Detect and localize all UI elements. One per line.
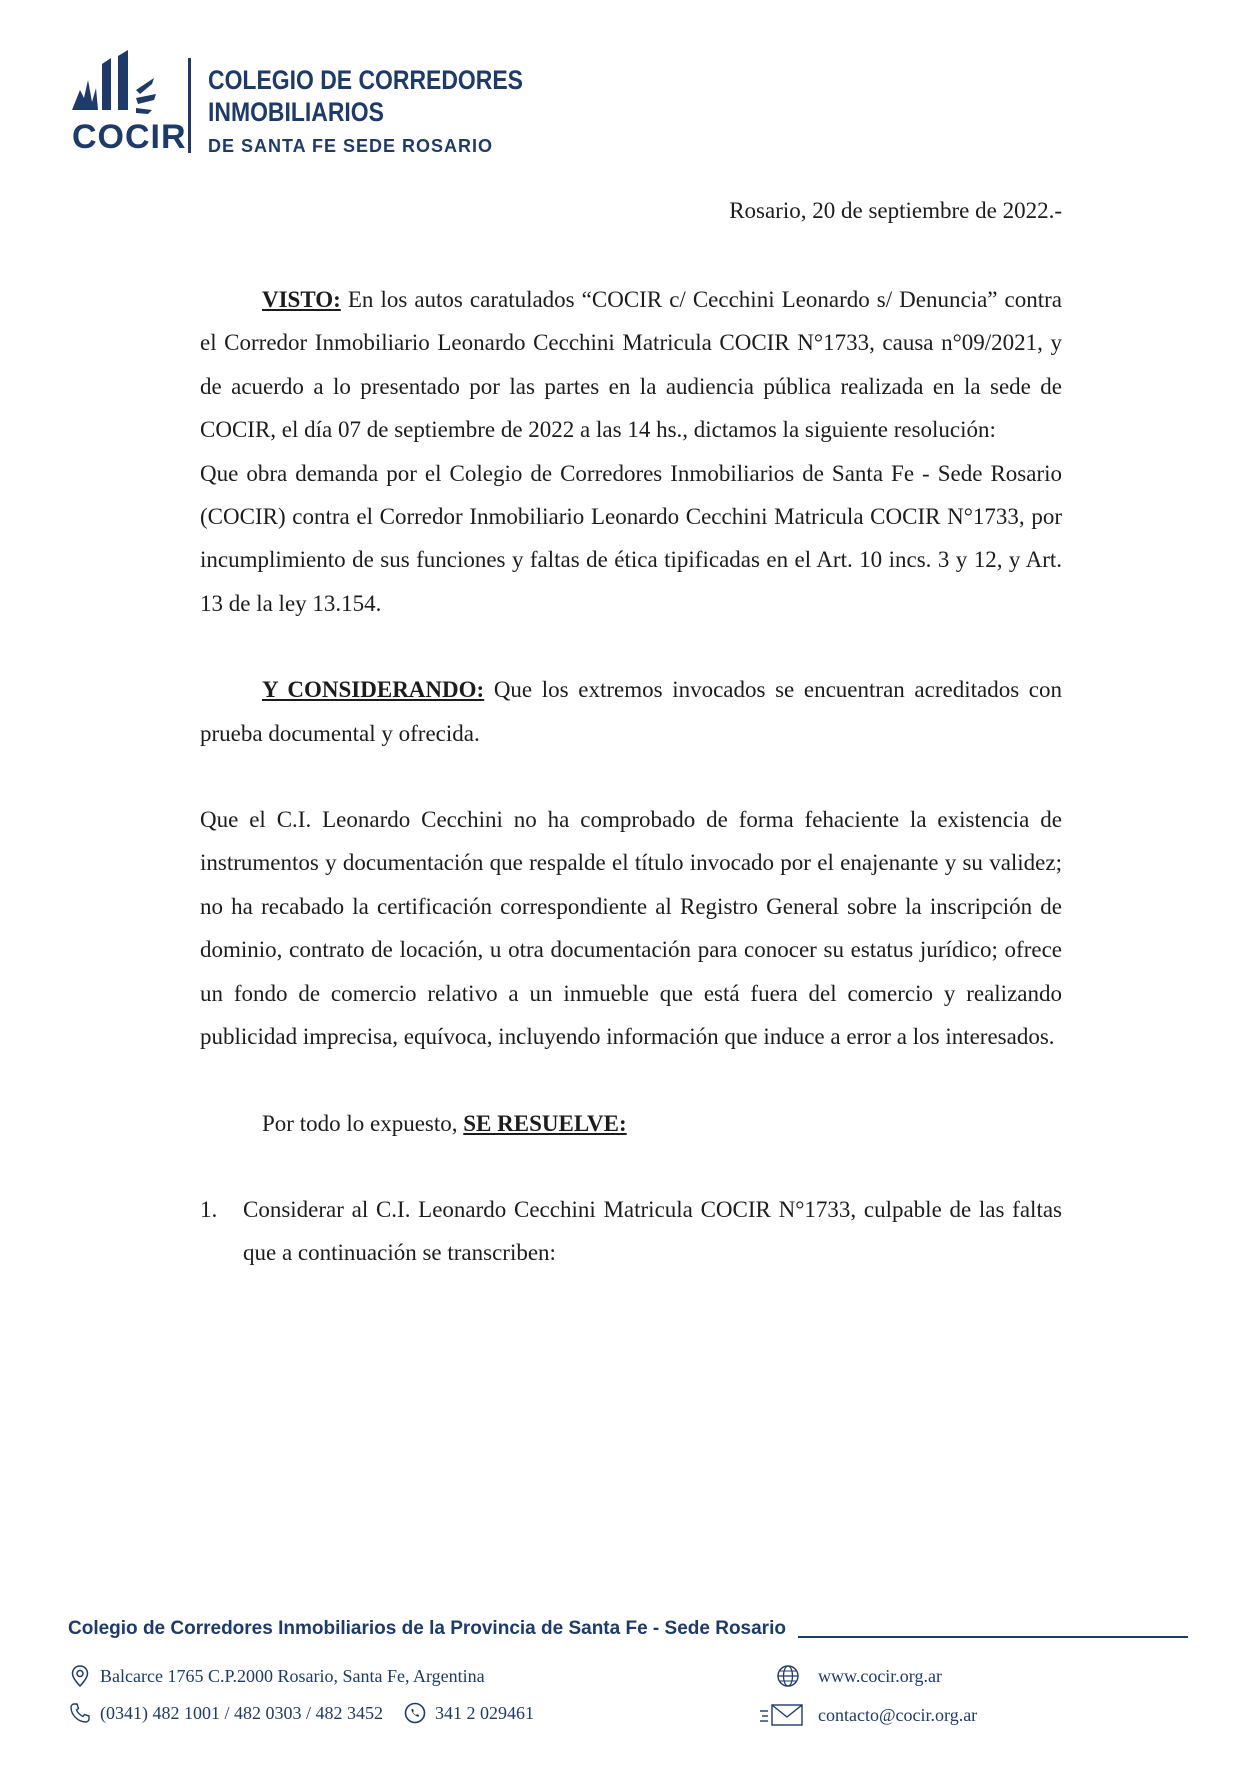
organization-name: [208, 64, 579, 162]
resuelve-heading: SE RESUELVE:: [463, 1110, 627, 1136]
considerando-text: Que los extremos invocados se encuentran acreditados con prueba documental y ofrecida.: [200, 677, 1062, 746]
org-name-line1: COLEGIO DE CORREDORES: [208, 65, 523, 95]
org-name-line3: DE SANTA FE SEDE ROSARIO: [208, 136, 494, 156]
footer-email: [760, 1701, 977, 1729]
logo-text: COCIR: [72, 118, 187, 156]
visto-text: En los autos caratulados “COCIR c/ Cecchini Leonardo s/ Denuncia” contra el Corredor Inmobiliario Leonardo Cecchini Matricula COCIR N°1733, causa n°09/2021, y de acuerdo a lo presentado por las partes en la audiencia pública realizada en la sede de COCIR, el día 07 de septiembre de 2022 a las 14 hs., dictamos la siguiente resolución:: [200, 287, 1062, 443]
globe-icon: [776, 1664, 800, 1688]
logo-mark-icon: [62, 50, 172, 120]
visto-heading: VISTO:: [262, 287, 341, 312]
considerando-heading: Y CONSIDERANDO:: [262, 677, 485, 703]
whatsapp-icon: [403, 1701, 427, 1725]
visto-paragraph: [200, 278, 1062, 452]
list-item: [200, 1188, 1062, 1275]
phones-text: (0341) 482 1001 / 482 0303 / 482 3452: [100, 1702, 383, 1723]
resuelve-paragraph: [200, 1102, 1062, 1145]
footer-website: [776, 1664, 942, 1688]
footer-address: [68, 1664, 485, 1688]
cocir-logo: [62, 50, 187, 156]
org-name-line2: INMOBILIARIOS: [208, 97, 384, 127]
demanda-paragraph: Que obra demanda por el Colegio de Corredores Inmobiliarios de Santa Fe - Sede Rosario (COCIR) contra el Corredor Inmobiliario Leonardo Cecchini Matricula COCIR N°1733, por incumplimiento de sus funciones y faltas de ética tipificadas en el Art. 10 incs. 3 y 12, y Art. 13 de la ley 13.154.: [200, 460, 1062, 616]
location-pin-icon: [68, 1664, 92, 1688]
phone-icon: [68, 1701, 92, 1725]
footer-phones: [68, 1701, 534, 1725]
list-item-text: Considerar al C.I. Leonardo Cecchini Matricula COCIR N°1733, culpable de las faltas que a continuación se transcriben:: [243, 1196, 1062, 1266]
considerando-paragraph: [200, 668, 1062, 755]
document-body: [200, 278, 1062, 1275]
resuelve-intro: Por todo lo expuesto,: [262, 1110, 464, 1136]
header-divider: [188, 58, 191, 153]
email-link[interactable]: contacto@cocir.org.ar: [818, 1704, 978, 1725]
website-link[interactable]: www.cocir.org.ar: [818, 1665, 942, 1686]
footer-title: Colegio de Corredores Inmobiliarios de la Provincia de Santa Fe - Sede Rosario: [68, 1618, 798, 1640]
footer: [68, 1618, 1188, 1640]
whatsapp-text: 341 2 029461: [435, 1702, 534, 1723]
hechos-paragraph: Que el C.I. Leonardo Cecchini no ha comprobado de forma fehaciente la existencia de instrumentos y documentación que respalde el título invocado por el enajenante y su validez; no ha recabado la certificación correspondiente al Registro General sobre la inscripción de dominio, contrato de locación, u otra documentación para conocer su estatus jurídico; ofrece un fondo de comercio relativo a un inmueble que está fuera del comercio y realizando publicidad imprecisa, equívoca, incluyendo información que induce a error a los interesados.: [200, 807, 1062, 1050]
email-icon: [760, 1701, 804, 1729]
document-date: Rosario, 20 de septiembre de 2022.-: [729, 198, 1062, 223]
address-text: Balcarce 1765 C.P.2000 Rosario, Santa Fe, Argentina: [100, 1665, 485, 1686]
list-item-number: 1.: [200, 1196, 218, 1222]
